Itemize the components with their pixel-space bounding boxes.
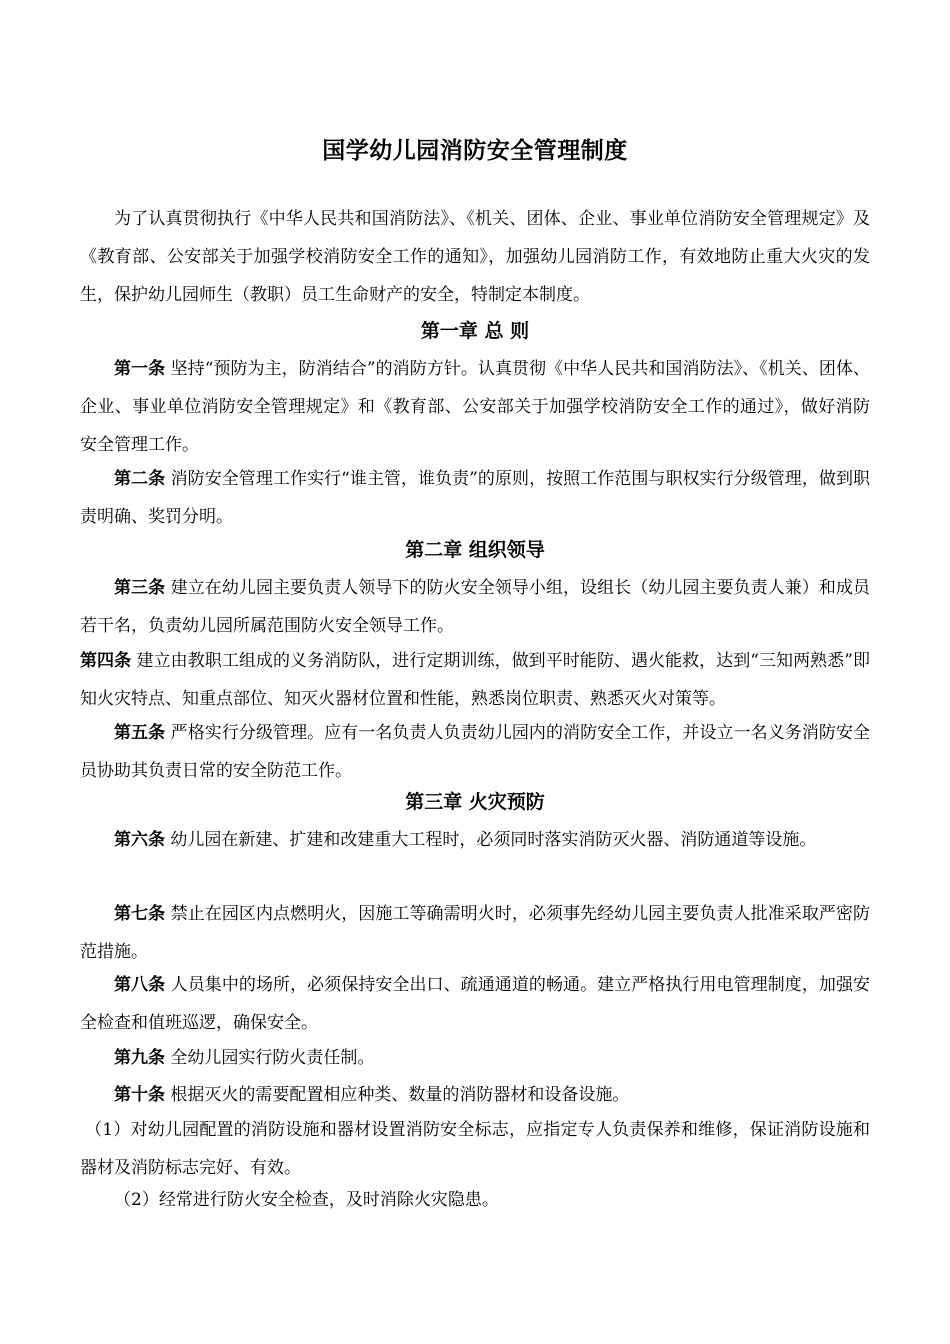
article-text: 人员集中的场所，必须保持安全出口、疏通通道的畅通。建立严格执行用电管理制度，加强安全检查和值班巡逻，确保安全。 (80, 975, 871, 1033)
article-8 (80, 966, 870, 1042)
article-text: 建立在幼儿园主要负责人领导下的防火安全领导小组，设组长（幼儿园主要负责人兼）和成员若干名，负责幼儿园所属范围防火安全领导工作。 (80, 578, 871, 636)
article-text: 全幼儿园实行防火责任制。 (165, 1048, 375, 1068)
article-10 (80, 1076, 870, 1114)
chapter-heading-1: 第一章 总 则 (420, 320, 530, 342)
article-label: 第八条 (114, 975, 166, 995)
article-text: 根据灭火的需要配置相应种类、数量的消防器材和设备设施。 (165, 1085, 630, 1105)
article-text: 坚持“预防为主，防消结合”的消防方针。认真贯彻《中华人民共和国消防法》、《机关、团体、企业、事业单位消防安全管理规定》和《教育部、公安部关于加强学校消防安全工作的通过》，做好消防安全管理工作。 (80, 359, 870, 455)
document-page (80, 0, 870, 1344)
article-4 (80, 642, 870, 718)
article-label: 第三条 (114, 578, 166, 598)
article-text: 建立由教职工组成的义务消防队，进行定期训练，做到平时能防、遇火能救，达到“三知两熟悉”即知火灾特点、知重点部位、知灭火器材位置和性能，熟悉岗位职责、熟悉灭火对策等。 (80, 651, 870, 709)
article-1 (80, 350, 870, 464)
article-label: 第一条 (114, 359, 166, 379)
preamble-paragraph: 为了认真贯彻执行《中华人民共和国消防法》、《机关、团体、企业、事业单位消防安全管理规定》及《教育部、公安部关于加强学校消防安全工作的通知》，加强幼儿园消防工作，有效地防止重大火灾的发生，保护幼儿园师生（教职）员工生命财产的安全，特制定本制度。 (80, 209, 870, 305)
article-6 (80, 821, 870, 859)
article-text: 禁止在园区内点燃明火，因施工等确需明火时，必须事先经幼儿园主要负责人批准采取严密防范措施。 (80, 904, 871, 962)
article-5 (80, 714, 870, 790)
article-text: 严格实行分级管理。应有一名负责人负责幼儿园内的消防安全工作，并设立一名义务消防安全员协助其负责日常的安全防范工作。 (80, 723, 871, 781)
article-label: 第五条 (114, 723, 166, 743)
article-7 (80, 895, 870, 971)
article-text: 幼儿园在新建、扩建和改建重大工程时，必须同时落实消防灭火器、消防通道等设施。 (165, 830, 817, 850)
list-item-2: （2）经常进行防火安全检查，及时消除火灾隐患。 (114, 1190, 499, 1210)
article-label: 第九条 (114, 1048, 165, 1068)
article-label: 第二条 (114, 469, 166, 489)
article-text: 消防安全管理工作实行“谁主管，谁负责”的原则，按照工作范围与职权实行分级管理，做到职责明确、奖罚分明。 (80, 469, 870, 527)
article-label: 第四条 (80, 651, 132, 671)
article-2 (80, 460, 870, 536)
list-item-1: （1）对幼儿园配置的消防设施和器材设置消防安全标志，应指定专人负责保养和维修，保证消防设施和器材及消防标志完好、有效。 (80, 1120, 870, 1178)
chapter-heading-2: 第二章 组织领导 (405, 539, 545, 561)
article-label: 第七条 (114, 904, 166, 924)
chapter-heading-3: 第三章 火灾预防 (405, 791, 545, 813)
article-3 (80, 569, 870, 645)
article-label: 第六条 (114, 830, 165, 850)
article-9 (80, 1039, 870, 1077)
article-label: 第十条 (114, 1085, 165, 1105)
document-title: 国学幼儿园消防安全管理制度 (322, 138, 628, 164)
